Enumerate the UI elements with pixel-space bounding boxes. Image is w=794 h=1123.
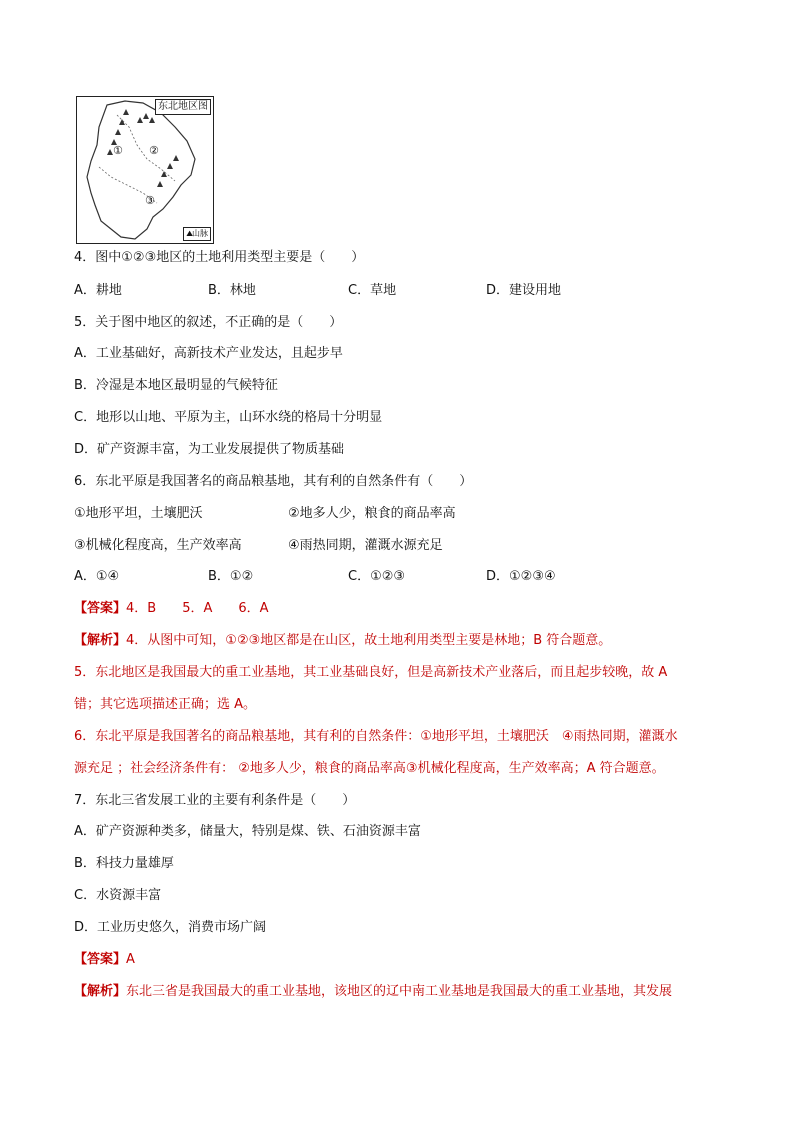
- mountain-range-changbai: [157, 155, 179, 187]
- question-7-option-c: C．水资源丰富: [74, 888, 162, 903]
- answer-tag: 【答案】: [74, 952, 127, 967]
- map-marker-2: ②: [149, 144, 159, 157]
- analysis-block-1-line-3: 错；其它选项描述正确；选 A。: [74, 697, 257, 712]
- question-5-option-b: B．冷湿是本地区最明显的气候特征: [74, 378, 278, 393]
- question-6-condition-1: ①地形平坦，土壤肥沃: [74, 506, 203, 521]
- question-6-option-b: B．①②: [208, 569, 254, 584]
- question-6-option-a: A．①④: [74, 569, 120, 584]
- mountain-range-lesser-khingan: [137, 113, 155, 123]
- question-4-option-b: B．林地: [208, 283, 256, 298]
- answer-text: A: [126, 952, 135, 967]
- question-7-option-b: B．科技力量雄厚: [74, 856, 174, 871]
- answer-text: 4．B 5．A 6．A: [126, 601, 269, 616]
- map-legend-label: 山脉: [192, 229, 208, 238]
- northeast-map: [76, 96, 214, 244]
- analysis-text: 东北三省是我国最大的重工业基地，该地区的辽中南工业基地是我国最大的重工业基地，其发展: [126, 984, 673, 999]
- answer-tag: 【答案】: [74, 601, 127, 616]
- question-5-option-a: A．工业基础好，高新技术产业发达，且起步早: [74, 346, 343, 361]
- analysis-block-1-line-4: 6．东北平原是我国著名的商品粮基地，其有利的自然条件：①地形平坦，土壤肥沃 ④雨热同期，灌溉水: [74, 729, 678, 744]
- map-marker-3: ③: [145, 194, 155, 207]
- question-6-stem: 6．东北平原是我国著名的商品粮基地，其有利的自然条件有（ ）: [74, 474, 473, 489]
- question-7-stem: 7．东北三省发展工业的主要有利条件是（ ）: [74, 793, 356, 808]
- analysis-tag: 【解析】: [74, 633, 127, 648]
- question-6-condition-3: ③机械化程度高，生产效率高: [74, 538, 242, 553]
- question-6-condition-2: ②地多人少，粮食的商品率高: [288, 506, 456, 521]
- question-4-option-a: A．耕地: [74, 283, 122, 298]
- analysis-block-1-line-5: 源充足 ；社会经济条件有： ②地多人少，粮食的商品率高③机械化程度高，生产效率高；A 符合题意。: [74, 761, 665, 776]
- question-4-option-d: D．建设用地: [486, 283, 562, 298]
- mountain-icon: ⛰: [186, 229, 192, 238]
- analysis-tag: 【解析】: [74, 984, 127, 999]
- question-6-option-d: D．①②③④: [486, 569, 556, 584]
- answer-block-2: [74, 951, 135, 969]
- question-7-option-a: A．矿产资源种类多，储量大，特别是煤、铁、石油资源丰富: [74, 824, 421, 839]
- question-4-stem: 4．图中①②③地区的土地利用类型主要是（ ）: [74, 250, 365, 265]
- map-legend: [183, 227, 211, 241]
- answer-block-1: [74, 600, 269, 618]
- map-outline: [77, 97, 213, 243]
- question-5-option-c: C．地形以山地、平原为主，山环水绕的格局十分明显: [74, 410, 383, 425]
- analysis-block-1-line-1: [74, 632, 611, 650]
- analysis-block-1-line-2: 5．东北地区是我国最大的重工业基地，其工业基础良好，但是高新技术产业落后，而且起步较晚，故 A: [74, 665, 668, 680]
- question-6-option-c: C．①②③: [348, 569, 406, 584]
- map-title: 东北地区图: [155, 99, 211, 115]
- question-5-stem: 5．关于图中地区的叙述，不正确的是（ ）: [74, 315, 343, 330]
- question-6-condition-4: ④雨热同期，灌溉水源充足: [288, 538, 443, 553]
- analysis-text: 4．从图中可知，①②③地区都是在山区，故土地利用类型主要是林地；B 符合题意。: [126, 633, 612, 648]
- question-5-option-d: D．矿产资源丰富，为工业发展提供了物质基础: [74, 442, 345, 457]
- map-marker-1: ①: [113, 144, 123, 157]
- question-4-option-c: C．草地: [348, 283, 397, 298]
- question-7-option-d: D．工业历史悠久，消费市场广阔: [74, 920, 267, 935]
- analysis-block-2-line-1: [74, 983, 672, 1001]
